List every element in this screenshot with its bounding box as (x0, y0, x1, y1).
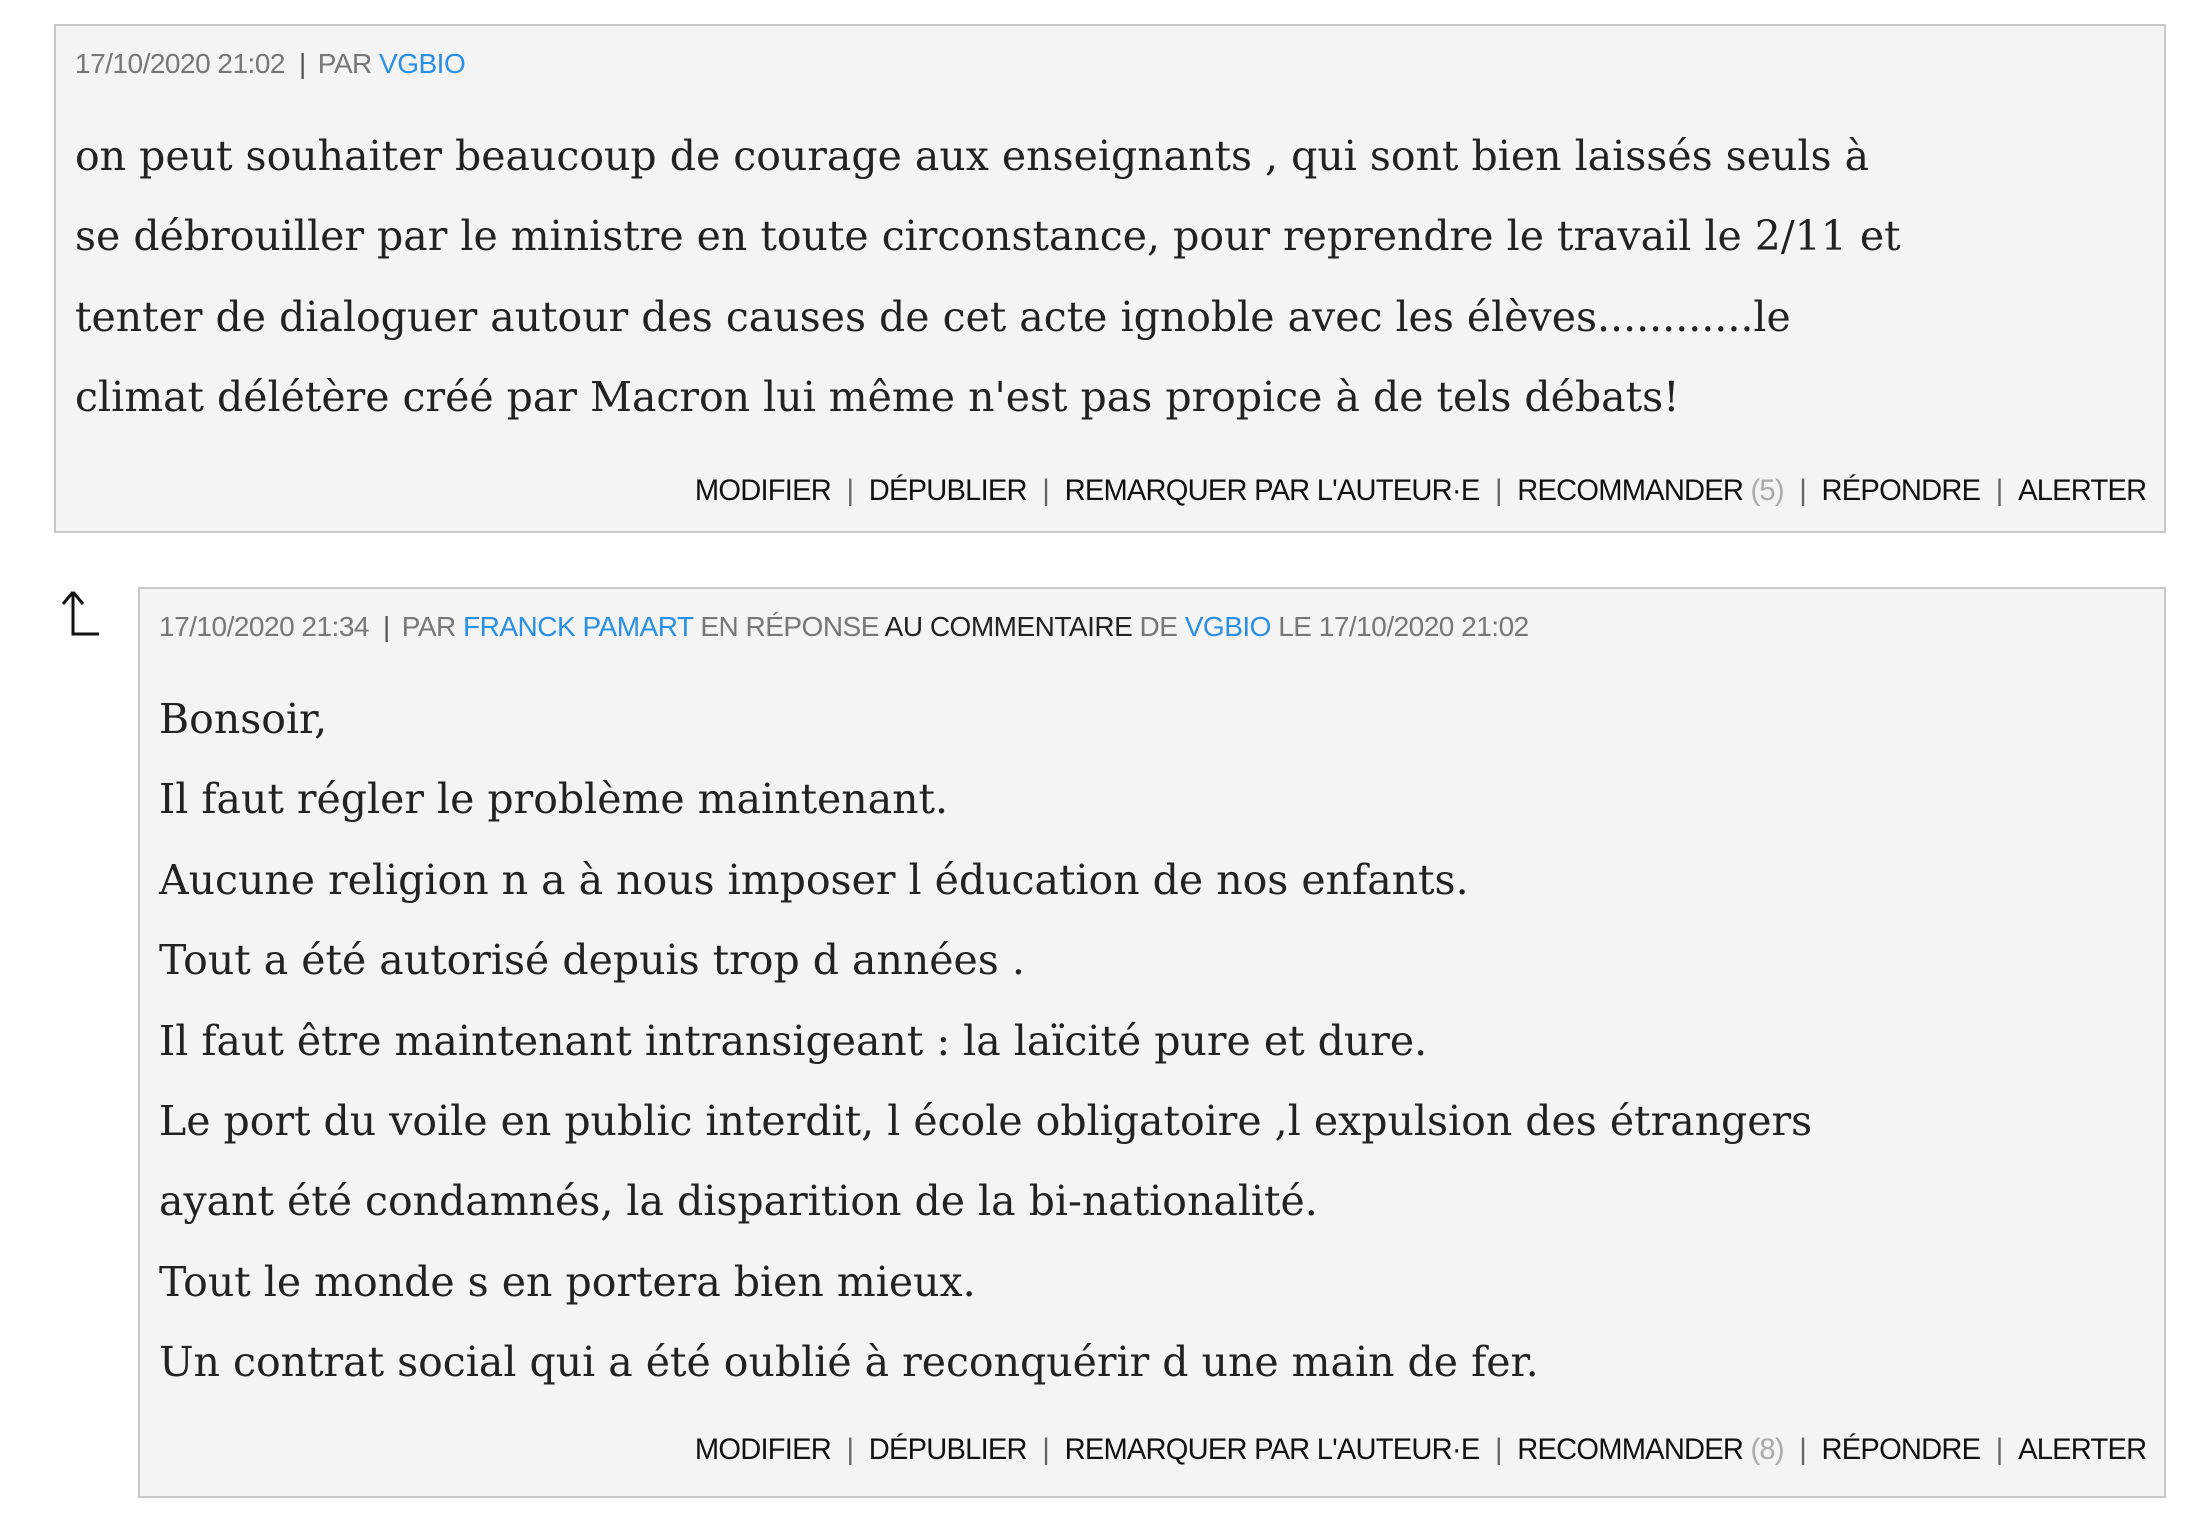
separator: | (1995, 1433, 2003, 1466)
author-link[interactable]: FRANCK PAMART (463, 611, 694, 642)
separator: | (1995, 474, 2003, 507)
alert-button[interactable]: ALERTER (2017, 474, 2146, 507)
de-label: DE (1139, 611, 1178, 642)
separator: | (1494, 474, 1502, 507)
body-line: on peut souhaiter beaucoup de courage aux enseignants , qui sont bien laissés seuls à (75, 132, 1870, 180)
remark-button[interactable]: REMARQUER PAR L'AUTEUR·E (1064, 1433, 1480, 1466)
comment-meta (75, 48, 465, 80)
comment-date: 17/10/2020 21:02 (75, 48, 285, 79)
remark-button[interactable]: REMARQUER PAR L'AUTEUR·E (1064, 474, 1480, 507)
body-line: climat délétère créé par Macron lui même n'est pas propice à de tels débats! (75, 373, 1680, 422)
parent-date: LE 17/10/2020 21:02 (1278, 611, 1529, 642)
parent-author-link[interactable]: VGBIO (1184, 611, 1271, 642)
unpublish-button[interactable]: DÉPUBLIER (868, 1433, 1027, 1466)
separator: | (1798, 474, 1806, 507)
by-label: PAR (401, 611, 456, 642)
in-reply-label: EN RÉPONSE (700, 611, 879, 642)
separator: | (846, 474, 853, 507)
body-line: Un contrat social qui a été oublié à reconquérir d une main de fer. (159, 1338, 1539, 1387)
comment-date: 17/10/2020 21:34 (159, 611, 369, 642)
body-line: tenter de dialoguer autour des causes de cet acte ignoble avec les élèves............le (75, 292, 1791, 341)
reply-comment (138, 587, 2166, 1498)
recommend-button[interactable]: RECOMMANDER (1516, 474, 1743, 507)
separator: | (298, 48, 306, 79)
body-line: Aucune religion n a à nous imposer l éducation de nos enfants. (159, 855, 1469, 904)
separator: | (1494, 1433, 1502, 1466)
body-line: Il faut être maintenant intransigeant : la laïcité pure et dure. (159, 1016, 1428, 1065)
body-line: ayant été condamnés, la disparition de la bi-nationalité. (159, 1177, 1318, 1226)
modify-button[interactable]: MODIFIER (694, 474, 831, 507)
separator: | (1041, 1433, 1049, 1466)
comment (54, 24, 2166, 533)
separator: | (1041, 474, 1049, 507)
body-line: Bonsoir, (159, 695, 328, 743)
body-line: Le port du voile en public interdit, l école obligatoire ,l expulsion des étrangers (159, 1097, 1813, 1146)
by-label: PAR (317, 48, 372, 79)
reply-button[interactable]: RÉPONDRE (1821, 474, 1980, 507)
body-line: Tout le monde s en portera bien mieux. (159, 1257, 976, 1306)
unpublish-button[interactable]: DÉPUBLIER (868, 474, 1027, 507)
alert-button[interactable]: ALERTER (2017, 1433, 2146, 1466)
recommend-count: (8) (1750, 1433, 1784, 1466)
modify-button[interactable]: MODIFIER (694, 1433, 831, 1466)
comment-actions (695, 474, 2146, 508)
comment-body (159, 679, 1812, 1403)
separator: | (382, 611, 390, 642)
author-link[interactable]: VGBIO (379, 48, 466, 79)
reply-button[interactable]: RÉPONDRE (1821, 1433, 1980, 1466)
comment-actions (695, 1433, 2146, 1467)
comment-meta (159, 611, 1529, 643)
separator: | (846, 1433, 853, 1466)
body-line: Tout a été autorisé depuis trop d années . (159, 936, 1025, 985)
comment-body (75, 116, 1901, 438)
separator: | (1798, 1433, 1806, 1466)
reply-arrow-icon (59, 588, 103, 640)
recommend-count: (5) (1750, 474, 1784, 507)
body-line: Il faut régler le problème maintenant. (159, 775, 949, 824)
parent-comment-link[interactable]: AU COMMENTAIRE (884, 611, 1133, 642)
body-line: se débrouiller par le ministre en toute circonstance, pour reprendre le travail le 2/11 et (75, 212, 1901, 261)
recommend-button[interactable]: RECOMMANDER (1516, 1433, 1743, 1466)
